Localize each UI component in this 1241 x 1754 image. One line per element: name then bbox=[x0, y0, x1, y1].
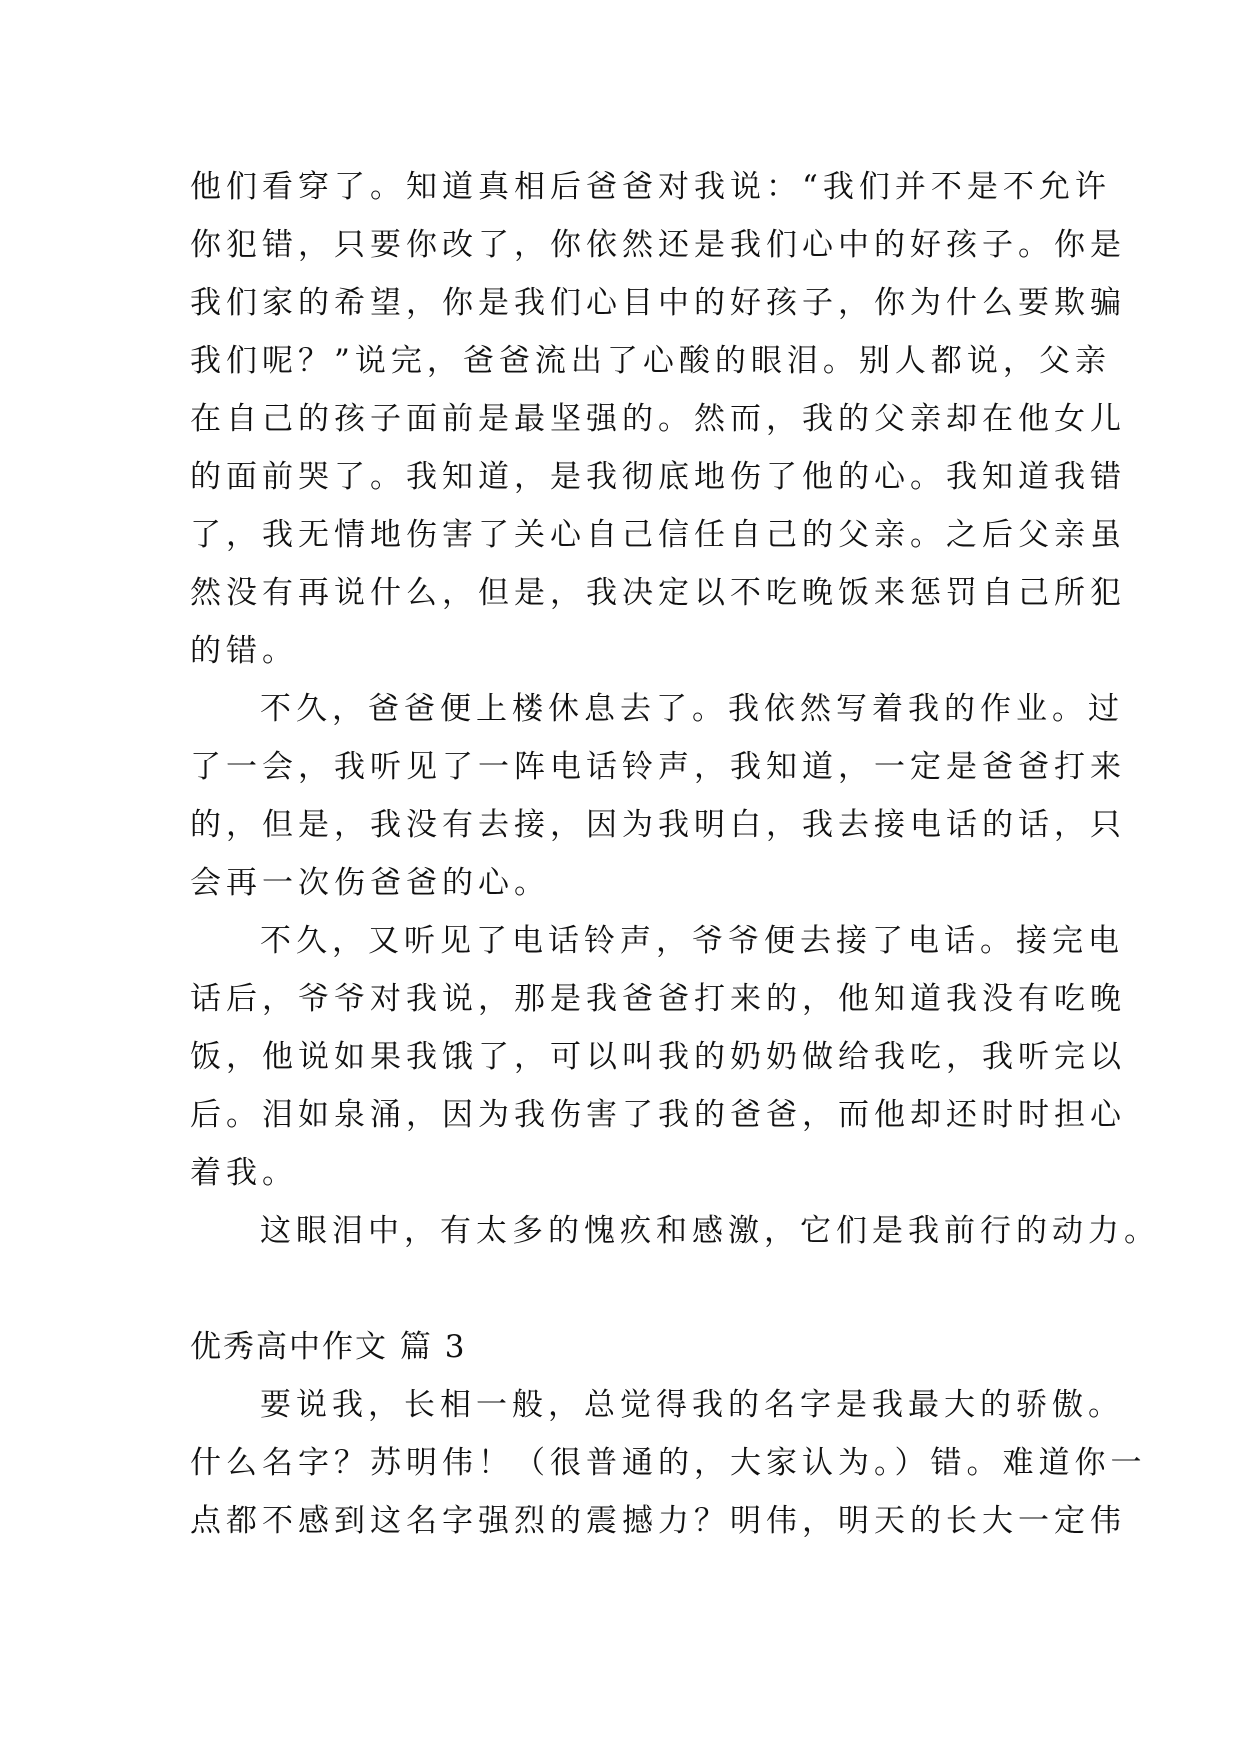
text-line: 不久，爸爸便上楼休息去了。我依然写着我的作业。过 bbox=[260, 691, 1124, 727]
text-line: 的，但是，我没有去接，因为我明白，我去接电话的话，只 bbox=[190, 807, 1126, 843]
text-line: 点都不感到这名字强烈的震撼力？明伟，明天的长大一定伟 bbox=[190, 1503, 1126, 1539]
text-line: 了，我无情地伤害了关心自己信任自己的父亲。之后父亲虽 bbox=[190, 517, 1126, 553]
section-heading: 优秀高中作文 篇 3 bbox=[190, 1329, 467, 1365]
section-spacer bbox=[190, 1260, 1060, 1318]
text-line: 然没有再说什么，但是，我决定以不吃晚饭来惩罚自己所犯 bbox=[190, 575, 1126, 611]
text-line: 要说我，长相一般，总觉得我的名字是我最大的骄傲。 bbox=[260, 1387, 1124, 1423]
paragraph bbox=[190, 1202, 1160, 1260]
text-line: 后。泪如泉涌，因为我伤害了我的爸爸，而他却还时时担心 bbox=[190, 1097, 1126, 1133]
paragraph bbox=[190, 680, 1126, 912]
text-line: 我们家的希望，你是我们心目中的好孩子，你为什么要欺骗 bbox=[190, 285, 1126, 321]
text-line: 我们呢？”说完，爸爸流出了心酸的眼泪。别人都说，父亲 bbox=[190, 343, 1111, 379]
text-line: 会再一次伤爸爸的心。 bbox=[190, 865, 550, 901]
text-line: 饭，他说如果我饿了，可以叫我的奶奶做给我吃，我听完以 bbox=[190, 1039, 1126, 1075]
paragraph bbox=[190, 158, 1126, 680]
paragraph bbox=[190, 1376, 1147, 1550]
text-line: 不久，又听见了电话铃声，爷爷便去接了电话。接完电 bbox=[260, 923, 1124, 959]
paragraph bbox=[190, 912, 1126, 1202]
text-line: 的面前哭了。我知道，是我彻底地伤了他的心。我知道我错 bbox=[190, 459, 1126, 495]
text-line: 什么名字？苏明伟！（很普通的，大家认为。）错。难道你一 bbox=[190, 1445, 1147, 1481]
document-body bbox=[190, 158, 1160, 1550]
text-line: 你犯错，只要你改了，你依然还是我们心中的好孩子。你是 bbox=[190, 227, 1126, 263]
text-line: 这眼泪中，有太多的愧疚和感激，它们是我前行的动力。 bbox=[260, 1213, 1160, 1249]
text-line: 在自己的孩子面前是最坚强的。然而，我的父亲却在他女儿 bbox=[190, 401, 1126, 437]
text-line: 他们看穿了。知道真相后爸爸对我说：“我们并不是不允许 bbox=[190, 169, 1111, 205]
text-line: 话后，爷爷对我说，那是我爸爸打来的，他知道我没有吃晚 bbox=[190, 981, 1126, 1017]
text-line: 着我。 bbox=[190, 1155, 298, 1191]
text-line: 了一会，我听见了一阵电话铃声，我知道，一定是爸爸打来 bbox=[190, 749, 1126, 785]
text-line: 的错。 bbox=[190, 633, 298, 669]
